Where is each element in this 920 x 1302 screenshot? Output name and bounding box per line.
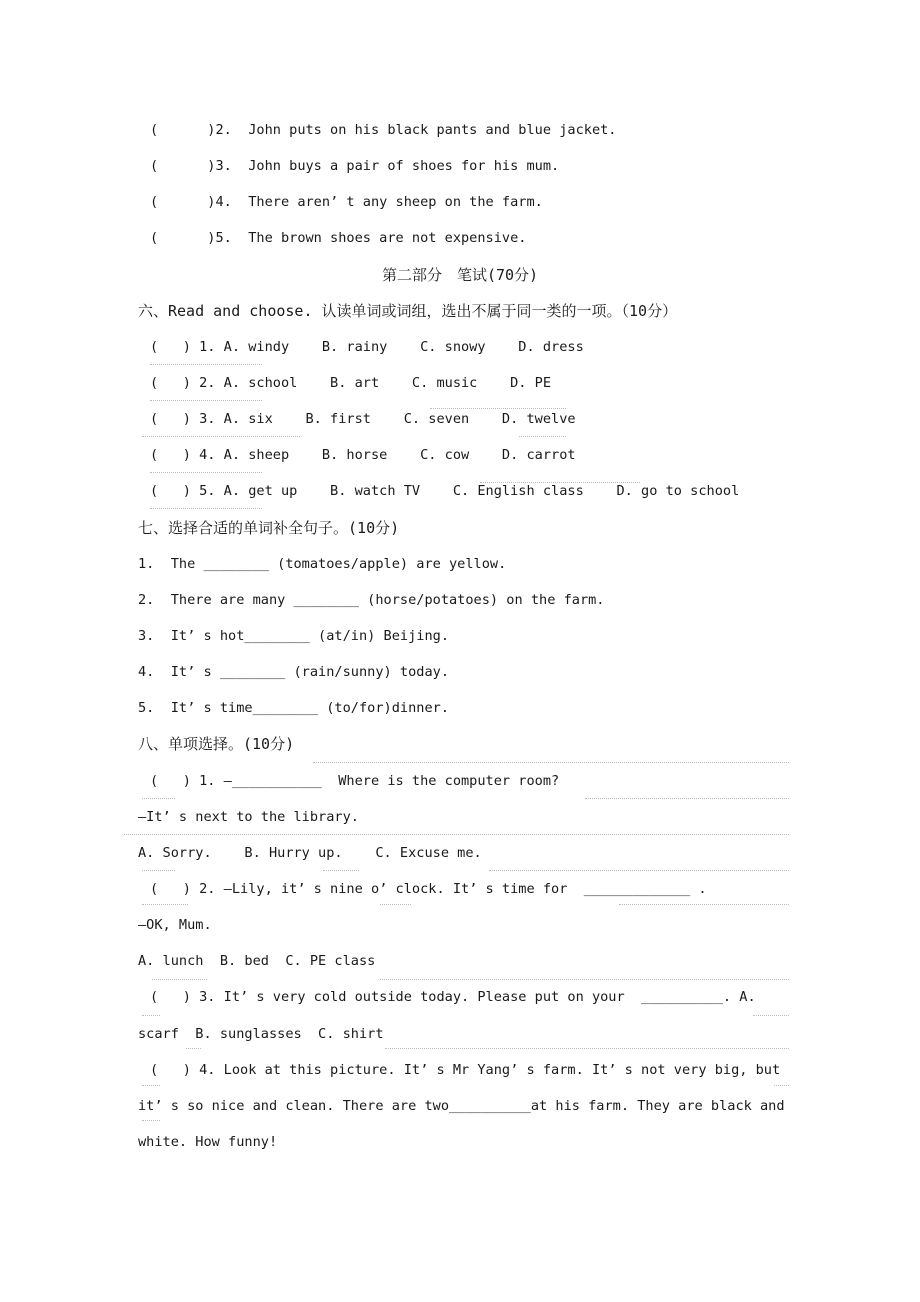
choice-question-line: ( ) 4. A. sheep B. horse C. cow D. carrot bbox=[150, 447, 576, 464]
fill-blank-line: 3. It’ s hot________ (at/in) Beijing. bbox=[138, 627, 449, 644]
listening-item-line: ( )4. There aren’ t any sheep on the farm. bbox=[150, 194, 543, 211]
choice-question-line: ( ) 2. —Lily, it’ s nine o’ clock. It’ s time for _____________ . bbox=[150, 880, 707, 897]
fill-blank-line: 5. It’ s time________ (to/for)dinner. bbox=[138, 700, 449, 717]
answer-options-line: A. lunch B. bed C. PE class bbox=[138, 953, 376, 970]
fill-blank-line: 1. The ________ (tomatoes/apple) are yellow. bbox=[138, 555, 507, 572]
choice-question-line: ( ) 1. A. windy B. rainy C. snowy D. dress bbox=[150, 338, 584, 355]
passage-line: white. How funny! bbox=[138, 1133, 278, 1150]
fill-blank-line: 2. There are many ________ (horse/potatoes) on the farm. bbox=[138, 591, 605, 608]
section7-heading: 七、选择合适的单词补全句子。(10分) bbox=[138, 518, 400, 537]
answer-options-line: A. Sorry. B. Hurry up. C. Excuse me. bbox=[138, 844, 482, 861]
fill-blank-line: 4. It’ s ________ (rain/sunny) today. bbox=[138, 664, 449, 681]
answer-options-line: scarf B. sunglasses C. shirt bbox=[138, 1025, 384, 1042]
part2-header: 第二部分 笔试(70分) bbox=[381, 265, 539, 284]
choice-question-line: ( ) 3. A. six B. first C. seven D. twelve bbox=[150, 411, 576, 428]
choice-question-line: ( ) 4. Look at this picture. It’ s Mr Yang’ s farm. It’ s not very big, but bbox=[150, 1061, 781, 1078]
document-body bbox=[0, 112, 920, 1160]
choice-question-line: ( ) 2. A. school B. art C. music D. PE bbox=[150, 374, 552, 391]
choice-question-line: ( ) 5. A. get up B. watch TV C. English class D. go to school bbox=[150, 483, 740, 500]
choice-question-line: ( ) 3. It’ s very cold outside today. Please put on your __________. A. bbox=[150, 989, 756, 1006]
choice-question-line: ( ) 1. —___________ Where is the computer room? bbox=[150, 772, 560, 789]
listening-item-line: ( )3. John buys a pair of shoes for his mum. bbox=[150, 158, 560, 175]
listening-item-line: ( )2. John puts on his black pants and blue jacket. bbox=[150, 122, 617, 138]
passage-line: it’ s so nice and clean. There are two__________at his farm. They are black and bbox=[138, 1097, 785, 1114]
dialog-line: —OK, Mum. bbox=[138, 917, 212, 934]
dialog-line: —It’ s next to the library. bbox=[138, 808, 359, 825]
section6-heading: 六、Read and choose. 认读单词或词组，选出不属于同一类的一项。（10分） bbox=[138, 301, 678, 320]
section8-heading: 八、单项选择。(10分) bbox=[138, 735, 295, 754]
listening-item-line: ( )5. The brown shoes are not expensive. bbox=[150, 230, 527, 247]
